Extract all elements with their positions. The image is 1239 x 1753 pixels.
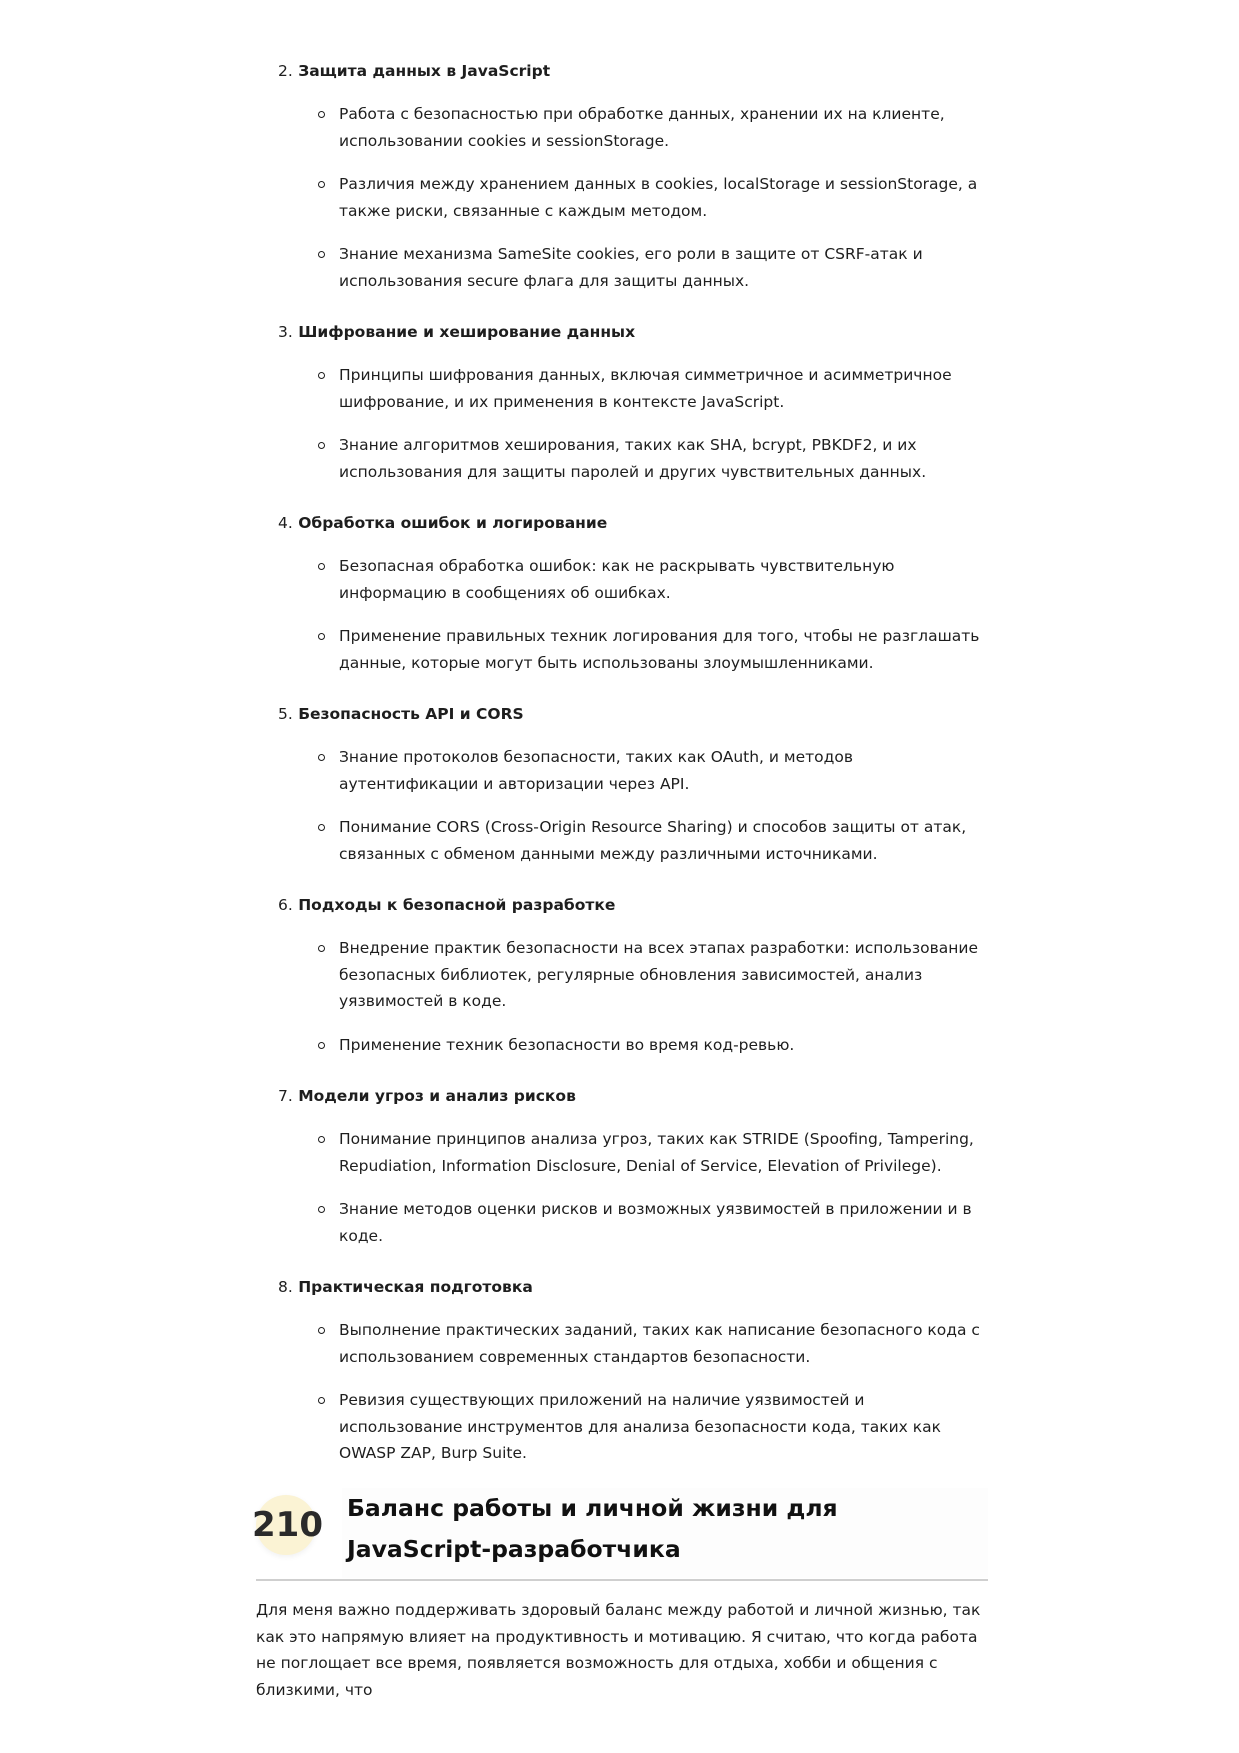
bullet-text: Безопасная обработка ошибок: как не раскрывать чувствительную информацию в сообщениях об ошибках. bbox=[339, 557, 895, 602]
circle-bullet-icon bbox=[318, 1327, 325, 1334]
circle-bullet-icon bbox=[318, 372, 325, 379]
section-number: 6. bbox=[278, 896, 293, 914]
bullet-text: Применение правильных техник логирования для того, чтобы не разглашать данные, которые могут быть использованы злоумышленниками. bbox=[339, 627, 980, 672]
section-bullets bbox=[278, 362, 988, 485]
chapter-divider bbox=[256, 1579, 988, 1581]
section-number: 5. bbox=[278, 705, 293, 723]
bullet-item bbox=[339, 623, 988, 676]
section-bullets bbox=[278, 101, 988, 294]
bullet-item bbox=[339, 1032, 988, 1059]
section-title: Обработка ошибок и логирование bbox=[298, 514, 608, 532]
section-bullets bbox=[278, 744, 988, 867]
section-title: Подходы к безопасной разработке bbox=[298, 896, 616, 914]
circle-bullet-icon bbox=[318, 442, 325, 449]
bullet-item bbox=[339, 1317, 988, 1370]
section-item bbox=[278, 892, 988, 1058]
section-bullets bbox=[278, 1317, 988, 1467]
bullet-item bbox=[339, 1196, 988, 1249]
bullet-text: Понимание принципов анализа угроз, таких как STRIDE (Spoofing, Tampering, Repudiation, Information Disclosure, Denial of Service, Elevation of Privilege). bbox=[339, 1130, 974, 1175]
section-number: 4. bbox=[278, 514, 293, 532]
section-title: Практическая подготовка bbox=[298, 1278, 533, 1296]
section-item bbox=[278, 319, 988, 485]
bullet-text: Знание методов оценки рисков и возможных уязвимостей в приложении и в коде. bbox=[339, 1200, 972, 1245]
bullet-item bbox=[339, 241, 988, 294]
section-number: 2. bbox=[278, 62, 293, 80]
circle-bullet-icon bbox=[318, 754, 325, 761]
bullet-item bbox=[339, 935, 988, 1015]
section-bullets bbox=[278, 553, 988, 676]
circle-bullet-icon bbox=[318, 633, 325, 640]
bullet-text: Знание механизма SameSite cookies, его роли в защите от CSRF-атак и использования secure флага для защиты данных. bbox=[339, 245, 923, 290]
section-number: 7. bbox=[278, 1087, 293, 1105]
section-list bbox=[278, 58, 988, 1492]
bullet-item bbox=[339, 362, 988, 415]
bullet-text: Применение техник безопасности во время код-ревью. bbox=[339, 1035, 795, 1054]
bullet-text: Различия между хранением данных в cookies, localStorage и sessionStorage, а также риски, связанные с каждым методом. bbox=[339, 175, 978, 220]
circle-bullet-icon bbox=[318, 1136, 325, 1143]
circle-bullet-icon bbox=[318, 251, 325, 258]
bullet-item bbox=[339, 101, 988, 154]
section-heading bbox=[278, 319, 988, 345]
bullet-item bbox=[339, 1387, 988, 1467]
circle-bullet-icon bbox=[318, 945, 325, 952]
section-item bbox=[278, 58, 988, 294]
bullet-item bbox=[339, 744, 988, 797]
section-number: 3. bbox=[278, 323, 293, 341]
section-item bbox=[278, 510, 988, 676]
bullet-item bbox=[339, 1126, 988, 1179]
bullet-text: Понимание CORS (Cross-Origin Resource Sharing) и способов защиты от атак, связанных с обменом данными между различными источниками. bbox=[339, 818, 967, 863]
bullet-text: Внедрение практик безопасности на всех этапах разработки: использование безопасных библиотек, регулярные обновления зависимостей, анализ уязвимостей в коде. bbox=[339, 939, 978, 1010]
section-title: Модели угроз и анализ рисков bbox=[298, 1087, 576, 1105]
section-title: Защита данных в JavaScript bbox=[298, 62, 551, 80]
section-bullets bbox=[278, 935, 988, 1058]
section-number: 8. bbox=[278, 1278, 293, 1296]
circle-bullet-icon bbox=[318, 181, 325, 188]
bullet-item bbox=[339, 171, 988, 224]
section-item bbox=[278, 1083, 988, 1249]
chapter-intro-paragraph: Для меня важно поддерживать здоровый баланс между работой и личной жизнью, так как это напрямую влияет на продуктивность и мотивацию. Я считаю, что когда работа не поглощает все время, появляется возможность для отдыха, хобби и общения с близкими, что bbox=[256, 1601, 981, 1699]
circle-bullet-icon bbox=[318, 824, 325, 831]
bullet-item bbox=[339, 432, 988, 485]
bullet-item bbox=[339, 814, 988, 867]
chapter-title: Баланс работы и личной жизни для JavaScript-разработчика bbox=[347, 1494, 838, 1563]
section-heading bbox=[278, 58, 988, 84]
section-title: Шифрование и хеширование данных bbox=[298, 323, 636, 341]
section-heading bbox=[278, 1083, 988, 1109]
section-heading bbox=[278, 701, 988, 727]
bullet-text: Знание алгоритмов хеширования, таких как SHA, bcrypt, PBKDF2, и их использования для защиты паролей и других чувствительных данных. bbox=[339, 436, 927, 481]
section-title: Безопасность API и CORS bbox=[298, 705, 524, 723]
bullet-text: Выполнение практических заданий, таких как написание безопасного кода с использованием современных стандартов безопасности. bbox=[339, 1321, 980, 1366]
circle-bullet-icon bbox=[318, 1397, 325, 1404]
circle-bullet-icon bbox=[318, 1042, 325, 1049]
section-heading bbox=[278, 892, 988, 918]
chapter-number: 210 bbox=[252, 1505, 323, 1545]
bullet-text: Работа с безопасностью при обработке данных, хранении их на клиенте, использовании cookies и sessionStorage. bbox=[339, 105, 945, 150]
section-item bbox=[278, 1274, 988, 1467]
circle-bullet-icon bbox=[318, 1206, 325, 1213]
bullet-text: Ревизия существующих приложений на наличие уязвимостей и использование инструментов для анализа безопасности кода, таких как OWASP ZAP, Burp Suite. bbox=[339, 1391, 941, 1462]
circle-bullet-icon bbox=[318, 563, 325, 570]
circle-bullet-icon bbox=[318, 111, 325, 118]
bullet-text: Принципы шифрования данных, включая симметричное и асимметричное шифрование, и их применения в контексте JavaScript. bbox=[339, 366, 952, 411]
section-bullets bbox=[278, 1126, 988, 1249]
chapter-header bbox=[252, 1488, 988, 1584]
section-heading bbox=[278, 510, 988, 536]
section-heading bbox=[278, 1274, 988, 1300]
section-item bbox=[278, 701, 988, 867]
bullet-item bbox=[339, 553, 988, 606]
bullet-text: Знание протоколов безопасности, таких как OAuth, и методов аутентификации и авторизации через API. bbox=[339, 748, 853, 793]
